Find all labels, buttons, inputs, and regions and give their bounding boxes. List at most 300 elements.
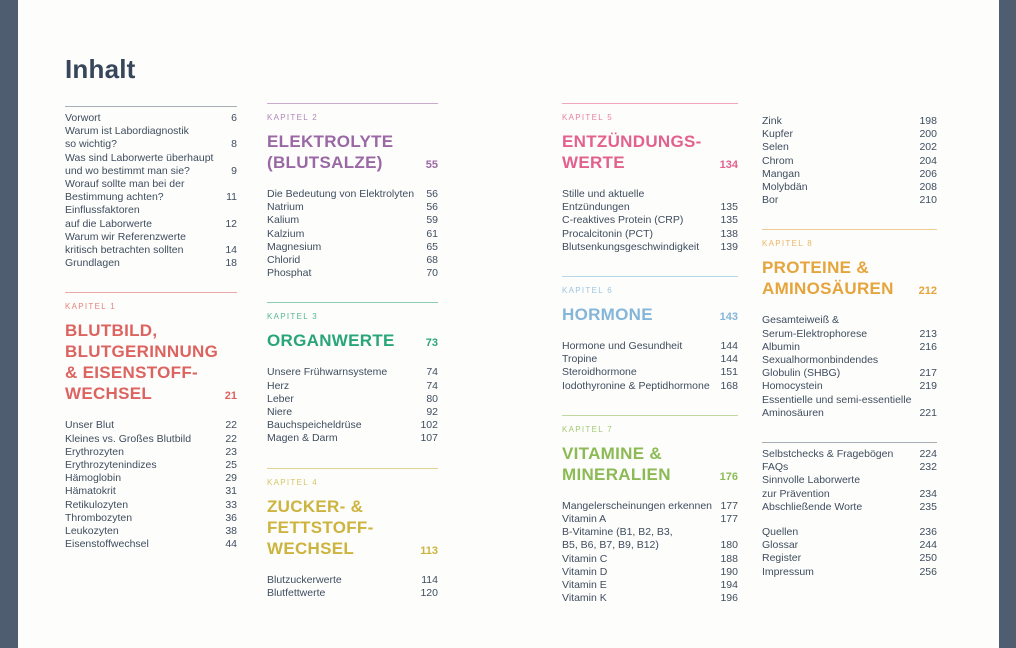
toc-entry bbox=[562, 539, 738, 552]
toc-entry-label: Procalcitonin (PCT) bbox=[562, 227, 654, 240]
toc-entry-label: Hämoglobin bbox=[65, 472, 122, 485]
toc-entry bbox=[762, 448, 937, 461]
toc-entry-page: 168 bbox=[720, 379, 738, 392]
toc-entry-label: Stille und aktuelle bbox=[562, 188, 645, 200]
toc-entry-page: 217 bbox=[919, 367, 937, 380]
chapter-label: KAPITEL 4 bbox=[267, 477, 318, 487]
toc-entry bbox=[267, 432, 438, 445]
toc-entry-page: 36 bbox=[225, 511, 237, 524]
toc-entry-page: 9 bbox=[231, 164, 237, 177]
toc-entry bbox=[65, 419, 237, 432]
toc-entry-label: Selen bbox=[762, 141, 789, 154]
chapter-heading-text: MINERALIEN bbox=[562, 464, 671, 484]
chapter-page-number: 176 bbox=[719, 470, 738, 483]
toc-entry bbox=[562, 188, 738, 201]
chapter-page-number: 55 bbox=[425, 159, 438, 171]
toc-entry bbox=[562, 380, 738, 393]
toc-entry bbox=[267, 228, 438, 241]
chapter-heading-line bbox=[562, 464, 738, 488]
toc-entry-label: Kalium bbox=[267, 214, 300, 227]
toc-entry-label: Tropine bbox=[562, 353, 598, 366]
toc-entry-label: Quellen bbox=[762, 526, 799, 539]
toc-entry-label: Molybdän bbox=[762, 181, 808, 194]
section-rule bbox=[65, 106, 237, 107]
chapter-heading-text: WERTE bbox=[562, 153, 625, 172]
section-rule bbox=[65, 292, 237, 293]
toc-entry bbox=[762, 194, 937, 207]
toc-entry-label: FAQs bbox=[762, 461, 789, 474]
chapter-label: KAPITEL 5 bbox=[562, 113, 613, 122]
toc-entry-page: 70 bbox=[426, 267, 438, 280]
toc-entry-page: 61 bbox=[426, 227, 438, 240]
page-title: Inhalt bbox=[65, 54, 136, 84]
toc-entry-page: 235 bbox=[919, 500, 937, 513]
toc-entry bbox=[762, 526, 937, 539]
toc-entry-page: 221 bbox=[919, 406, 937, 419]
toc-entry-page: 59 bbox=[426, 214, 438, 227]
toc-entry-label: Thrombozyten bbox=[65, 511, 133, 524]
toc-entry-label: Sinnvolle Laborwerte bbox=[762, 474, 861, 487]
toc-entry-label: Vitamin E bbox=[562, 579, 607, 592]
chapter-label: KAPITEL 7 bbox=[562, 424, 613, 434]
toc-entry-label: Vorwort bbox=[65, 112, 101, 124]
toc-entry-page: 216 bbox=[919, 340, 937, 353]
toc-entry-page: 74 bbox=[426, 379, 438, 392]
toc-entries bbox=[562, 500, 738, 606]
toc-entry-label: Register bbox=[762, 552, 802, 565]
chapter-heading bbox=[562, 131, 738, 176]
toc-entry bbox=[267, 380, 438, 393]
toc-entry-page: 139 bbox=[720, 240, 738, 253]
toc-entry-page: 202 bbox=[919, 141, 937, 154]
toc-entry-page: 12 bbox=[225, 217, 237, 230]
toc-entry-label: Sexualhormonbindendes bbox=[762, 354, 879, 367]
toc-entry bbox=[562, 353, 738, 366]
toc-entry bbox=[562, 201, 738, 214]
toc-entry-page: 190 bbox=[720, 565, 738, 578]
toc-entry-page: 135 bbox=[720, 201, 738, 214]
toc-entry-page: 236 bbox=[919, 526, 937, 539]
toc-entries bbox=[65, 419, 237, 551]
toc-entry-label: B-Vitamine (B1, B2, B3, bbox=[562, 526, 673, 539]
toc-entry-label: Vitamin A bbox=[562, 513, 607, 526]
toc-entry bbox=[762, 539, 937, 552]
chapter-heading bbox=[267, 496, 438, 562]
toc-entry bbox=[762, 407, 937, 420]
toc-entry-page: 22 bbox=[225, 432, 237, 445]
toc-entry bbox=[562, 228, 738, 241]
toc-entry bbox=[562, 366, 738, 379]
toc-column-2 bbox=[267, 0, 438, 648]
toc-entry bbox=[65, 446, 237, 459]
toc-entry bbox=[267, 201, 438, 214]
toc-entry bbox=[267, 366, 438, 379]
toc-entries bbox=[267, 188, 438, 280]
toc-entry-label: Serum-Elektrophorese bbox=[762, 327, 868, 340]
toc-entry-label: Niere bbox=[267, 406, 293, 419]
chapter-page-number: 73 bbox=[425, 337, 438, 350]
toc-entry-label: Magnesium bbox=[267, 240, 322, 253]
toc-entry bbox=[267, 254, 438, 267]
toc-entry-page: 144 bbox=[720, 353, 738, 366]
toc-entry bbox=[562, 579, 738, 592]
right-binding-bar bbox=[999, 0, 1016, 648]
toc-entry-label: so wichtig? bbox=[65, 138, 117, 151]
toc-entry bbox=[65, 257, 237, 270]
chapter-heading bbox=[267, 131, 438, 176]
toc-entry bbox=[562, 526, 738, 539]
toc-entry-label: Vitamin C bbox=[562, 552, 608, 565]
toc-entry-label: Herz bbox=[267, 379, 290, 392]
toc-entry bbox=[65, 152, 237, 165]
chapter-heading bbox=[562, 443, 738, 488]
toc-entry-page: 208 bbox=[919, 181, 937, 194]
toc-section bbox=[762, 526, 937, 579]
toc-entry bbox=[762, 168, 937, 181]
toc-entry-label: Selbstchecks & Fragebögen bbox=[762, 448, 894, 461]
toc-entry-page: 198 bbox=[919, 115, 937, 127]
chapter-heading-line bbox=[562, 304, 738, 328]
section-rule bbox=[762, 229, 937, 230]
toc-entry-page: 204 bbox=[919, 154, 937, 167]
toc-entry-page: 194 bbox=[720, 579, 738, 592]
toc-entry bbox=[65, 125, 237, 138]
toc-entry bbox=[762, 461, 937, 474]
section-rule bbox=[267, 302, 438, 303]
toc-entry bbox=[762, 181, 937, 194]
toc-entry-page: 250 bbox=[919, 552, 937, 565]
toc-entry-label: Kupfer bbox=[762, 128, 793, 141]
toc-entry bbox=[562, 214, 738, 227]
chapter-heading-text: WECHSEL bbox=[65, 384, 153, 404]
chapter-section bbox=[762, 229, 937, 420]
toc-entry bbox=[762, 380, 937, 393]
toc-entry-label: C-reaktives Protein (CRP) bbox=[562, 214, 684, 227]
toc-entry bbox=[762, 488, 937, 501]
chapter-heading-line bbox=[562, 152, 738, 176]
toc-entry-page: 244 bbox=[919, 539, 937, 552]
toc-entry-page: 56 bbox=[426, 201, 438, 214]
toc-entry-label: Bor bbox=[762, 194, 779, 207]
toc-entry bbox=[762, 128, 937, 141]
toc-entry bbox=[762, 394, 937, 407]
toc-entries bbox=[65, 112, 237, 270]
toc-entry-label: Leber bbox=[267, 392, 294, 405]
chapter-heading-line bbox=[65, 383, 237, 407]
toc-column-4 bbox=[762, 0, 937, 648]
toc-entry-page: 151 bbox=[720, 366, 738, 379]
toc-entry-page: 188 bbox=[720, 552, 738, 565]
toc-entry-label: Erythrozytenindizes bbox=[65, 459, 157, 472]
toc-entries bbox=[762, 115, 937, 207]
toc-entry bbox=[762, 141, 937, 154]
toc-entry-page: 23 bbox=[225, 445, 237, 458]
toc-entry bbox=[65, 204, 237, 217]
toc-entry-label: Einflussfaktoren bbox=[65, 204, 140, 217]
chapter-heading-text: WECHSEL bbox=[267, 538, 355, 558]
toc-column-3 bbox=[562, 0, 738, 648]
toc-entry-page: 8 bbox=[231, 138, 237, 151]
toc-entry bbox=[65, 112, 237, 125]
toc-entry bbox=[65, 231, 237, 244]
left-binding-bar bbox=[0, 0, 18, 648]
toc-entry bbox=[267, 188, 438, 201]
toc-entry-label: Kleines vs. Großes Blutbild bbox=[65, 432, 192, 445]
chapter-page-number: 113 bbox=[420, 544, 438, 557]
toc-entry-label: Vitamin D bbox=[562, 565, 608, 578]
chapter-heading-text: (BLUTSALZE) bbox=[267, 153, 383, 172]
chapter-heading-line bbox=[267, 330, 438, 354]
toc-entry-label: B5, B6, B7, B9, B12) bbox=[562, 539, 659, 552]
toc-entry-label: Vitamin K bbox=[562, 592, 607, 605]
toc-entry-page: 213 bbox=[919, 327, 937, 340]
toc-entry-label: Bestimmung achten? bbox=[65, 191, 164, 204]
chapter-heading-line bbox=[267, 152, 438, 176]
toc-entry-label: Mangelerscheinungen erkennen bbox=[562, 499, 713, 512]
toc-entry-label: Mangan bbox=[762, 167, 800, 180]
chapter-heading-line: BLUTGERINNUNG bbox=[65, 342, 219, 362]
chapter-heading-line: & EISENSTOFF- bbox=[65, 363, 198, 383]
toc-entry-label: Natrium bbox=[267, 201, 304, 214]
toc-entry bbox=[562, 592, 738, 605]
chapter-section bbox=[267, 468, 438, 600]
toc-entry-page: 232 bbox=[919, 461, 937, 474]
toc-entry bbox=[267, 406, 438, 419]
toc-entry-page: 224 bbox=[919, 448, 937, 461]
toc-entry bbox=[762, 354, 937, 367]
chapter-heading bbox=[267, 330, 438, 354]
chapter-heading-line: PROTEINE & bbox=[762, 258, 869, 278]
chapter-label: KAPITEL 3 bbox=[267, 312, 318, 322]
toc-entries bbox=[762, 448, 937, 514]
toc-entry-label: Entzündungen bbox=[562, 201, 630, 214]
toc-entry bbox=[65, 472, 237, 485]
chapter-label: KAPITEL 6 bbox=[562, 286, 613, 296]
toc-entry-label: Steroidhormone bbox=[562, 366, 637, 379]
chapter-heading-line bbox=[267, 538, 438, 562]
toc-entry-page: 44 bbox=[225, 538, 237, 551]
toc-entry-page: 22 bbox=[225, 419, 237, 432]
toc-entry-label: kritisch betrachten sollten bbox=[65, 244, 184, 257]
section-rule bbox=[562, 103, 738, 104]
chapter-label: KAPITEL 2 bbox=[267, 113, 318, 122]
toc-entry-label: zur Prävention bbox=[762, 487, 830, 500]
toc-entry-page: 256 bbox=[919, 565, 937, 578]
toc-entry-page: 18 bbox=[225, 257, 237, 270]
toc-entry-page: 180 bbox=[720, 539, 738, 552]
toc-entry-label: auf die Laborwerte bbox=[65, 217, 152, 230]
chapter-heading-line: ENTZÜNDUNGS- bbox=[562, 132, 702, 151]
chapter-heading-line: VITAMINE & bbox=[562, 443, 662, 463]
toc-entry bbox=[65, 138, 237, 151]
toc-entry-label: Zink bbox=[762, 115, 782, 127]
chapter-section bbox=[267, 302, 438, 445]
chapter-label: KAPITEL 8 bbox=[762, 239, 813, 249]
toc-entry bbox=[562, 500, 738, 513]
toc-entry-label: Erythrozyten bbox=[65, 445, 124, 458]
toc-entry bbox=[762, 552, 937, 565]
chapter-section bbox=[562, 415, 738, 606]
toc-entry-label: Gesamteiweiß & bbox=[762, 314, 840, 327]
toc-entry bbox=[562, 553, 738, 566]
toc-entry bbox=[65, 459, 237, 472]
toc-entries bbox=[762, 314, 937, 420]
toc-entry bbox=[562, 513, 738, 526]
section-rule bbox=[562, 276, 738, 277]
chapter-heading-line: FETTSTOFF- bbox=[267, 517, 374, 537]
toc-entries bbox=[267, 574, 438, 600]
section-rule bbox=[762, 442, 937, 443]
toc-entry-label: Glossar bbox=[762, 539, 799, 552]
chapter-heading-text: AMINOSÄUREN bbox=[762, 279, 894, 299]
toc-entry-page: 206 bbox=[919, 167, 937, 180]
toc-entry-page: 210 bbox=[919, 194, 937, 207]
toc-entry bbox=[267, 241, 438, 254]
toc-entry bbox=[267, 214, 438, 227]
toc-entry bbox=[762, 501, 937, 514]
toc-entry-label: Was sind Laborwerte überhaupt bbox=[65, 151, 214, 164]
toc-entry-label: Unsere Frühwarnsysteme bbox=[267, 366, 388, 379]
toc-entry-label: Phosphat bbox=[267, 267, 312, 280]
toc-entry bbox=[65, 512, 237, 525]
toc-entry-page: 177 bbox=[720, 499, 738, 512]
toc-entry bbox=[65, 178, 237, 191]
toc-entry-label: Impressum bbox=[762, 565, 814, 578]
toc-entry-label: Blutsenkungsgeschwindigkeit bbox=[562, 240, 700, 253]
toc-entry-page: 80 bbox=[426, 392, 438, 405]
chapter-heading-line: BLUTBILD, bbox=[65, 321, 158, 341]
toc-entry-label: Chlorid bbox=[267, 254, 301, 267]
toc-entry-label: Bauchspeicheldrüse bbox=[267, 419, 362, 432]
toc-entry-page: 177 bbox=[720, 513, 738, 526]
toc-entry bbox=[762, 341, 937, 354]
toc-entry-label: Grundlagen bbox=[65, 257, 120, 270]
toc-entry bbox=[267, 574, 438, 587]
toc-entry-label: Blutfettwerte bbox=[267, 586, 326, 599]
toc-entry-page: 68 bbox=[426, 254, 438, 267]
toc-entry-label: Magen & Darm bbox=[267, 432, 338, 445]
toc-entries bbox=[762, 526, 937, 579]
toc-entry-label: Iodothyronine & Peptidhormone bbox=[562, 379, 710, 392]
toc-entry bbox=[762, 367, 937, 380]
toc-entry-label: Albumin bbox=[762, 340, 800, 353]
chapter-heading-line bbox=[762, 278, 937, 302]
toc-entry-page: 65 bbox=[426, 240, 438, 253]
toc-entry bbox=[762, 474, 937, 487]
toc-entry bbox=[65, 433, 237, 446]
toc-entry-page: 25 bbox=[225, 459, 237, 472]
toc-entry-label: Eisenstoffwechsel bbox=[65, 538, 149, 551]
chapter-section bbox=[267, 103, 438, 280]
chapter-section bbox=[562, 276, 738, 393]
toc-entry-label: Aminosäuren bbox=[762, 406, 824, 419]
toc-column-1 bbox=[65, 0, 237, 648]
toc-entry-label: Chrom bbox=[762, 154, 794, 167]
toc-section bbox=[762, 115, 937, 207]
chapter-label: KAPITEL 1 bbox=[65, 302, 116, 312]
toc-entry-page: 200 bbox=[919, 128, 937, 141]
toc-entry-page: 92 bbox=[426, 406, 438, 419]
chapter-heading bbox=[762, 257, 937, 302]
toc-entry bbox=[267, 419, 438, 432]
chapter-heading-line: ZUCKER- & bbox=[267, 496, 364, 516]
toc-entry-label: Warum ist Labordiagnostik bbox=[65, 125, 189, 138]
toc-entry-page: 14 bbox=[225, 244, 237, 257]
toc-entry-page: 102 bbox=[420, 419, 438, 432]
toc-entry-page: 196 bbox=[720, 592, 738, 605]
toc-entry-label: Leukozyten bbox=[65, 525, 119, 538]
toc-entry bbox=[762, 328, 937, 341]
toc-section bbox=[65, 106, 237, 270]
toc-entry-label: Hämatokrit bbox=[65, 485, 116, 498]
toc-entry-page: 11 bbox=[226, 191, 237, 204]
toc-entry-label: Retikulozyten bbox=[65, 498, 129, 511]
toc-entry-label: Essentielle und semi-essentielle bbox=[762, 393, 912, 406]
toc-entry-page: 38 bbox=[225, 525, 237, 538]
toc-entry bbox=[267, 267, 438, 280]
toc-entry bbox=[65, 244, 237, 257]
toc-section bbox=[762, 442, 937, 514]
toc-entry-page: 56 bbox=[426, 188, 438, 200]
toc-entry-page: 144 bbox=[720, 340, 738, 353]
chapter-section bbox=[65, 292, 237, 551]
toc-entry-page: 107 bbox=[420, 432, 438, 445]
toc-entry-page: 31 bbox=[225, 485, 237, 498]
toc-entry-label: Globulin (SHBG) bbox=[762, 367, 841, 380]
toc-entry bbox=[762, 115, 937, 128]
toc-entry bbox=[267, 393, 438, 406]
toc-entry bbox=[65, 499, 237, 512]
chapter-page-number: 134 bbox=[719, 159, 738, 171]
toc-entry bbox=[65, 485, 237, 498]
toc-entry-page: 219 bbox=[919, 380, 937, 393]
toc-entry-page: 74 bbox=[426, 366, 438, 379]
toc-entry bbox=[65, 525, 237, 538]
section-rule bbox=[267, 103, 438, 104]
chapter-heading bbox=[562, 304, 738, 328]
toc-entry-page: 33 bbox=[225, 498, 237, 511]
toc-entry-page: 135 bbox=[720, 214, 738, 227]
toc-entry bbox=[267, 587, 438, 600]
toc-entry-label: Die Bedeutung von Elektrolyten bbox=[267, 188, 415, 200]
toc-entry-label: Hormone und Gesundheit bbox=[562, 340, 683, 353]
toc-entry bbox=[65, 165, 237, 178]
chapter-heading-text: ORGANWERTE bbox=[267, 331, 395, 351]
toc-entry-page: 120 bbox=[420, 586, 438, 599]
toc-entry-label: Blutzuckerwerte bbox=[267, 573, 342, 586]
toc-entries bbox=[562, 188, 738, 254]
toc-entry bbox=[65, 538, 237, 551]
toc-entry-page: 138 bbox=[720, 227, 738, 240]
chapter-page-number: 212 bbox=[918, 285, 937, 298]
toc-entry bbox=[762, 155, 937, 168]
toc-entry bbox=[65, 218, 237, 231]
toc-entry-page: 29 bbox=[225, 472, 237, 485]
toc-entry-label: Warum wir Referenzwerte bbox=[65, 230, 186, 243]
chapter-page-number: 143 bbox=[719, 311, 738, 324]
chapter-section bbox=[562, 103, 738, 254]
toc-entry-label: Unser Blut bbox=[65, 419, 115, 432]
chapter-page-number: 21 bbox=[224, 390, 237, 403]
toc-entry bbox=[562, 340, 738, 353]
toc-entry bbox=[762, 314, 937, 327]
toc-entry-page: 6 bbox=[231, 112, 237, 124]
chapter-heading bbox=[65, 320, 237, 407]
toc-entry bbox=[65, 191, 237, 204]
toc-entry-label: Worauf sollte man bei der bbox=[65, 178, 185, 191]
chapter-heading-text: HORMONE bbox=[562, 305, 653, 325]
section-rule bbox=[562, 415, 738, 416]
